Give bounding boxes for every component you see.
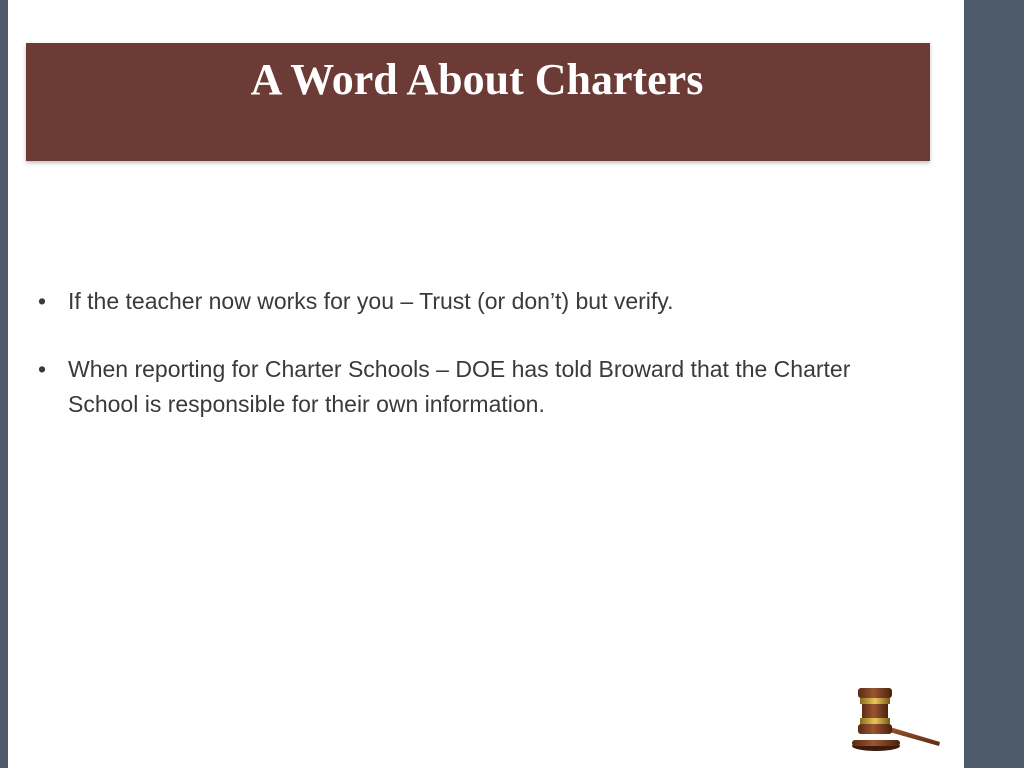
right-accent-bar <box>964 0 1024 768</box>
bullet-text: If the teacher now works for you – Trust (or don’t) but verify. <box>68 288 674 314</box>
bullet-item <box>32 352 912 422</box>
bullet-item <box>32 284 912 319</box>
bullet-marker: • <box>37 288 47 314</box>
bullet-text: When reporting for Charter Schools – DOE has told Broward that the Charter School is responsible for their own information. <box>68 356 851 417</box>
slide-title: A Word About Charters <box>250 55 704 104</box>
gavel-icon <box>846 684 946 754</box>
bullet-marker: • <box>37 356 47 382</box>
left-accent-bar <box>0 0 8 768</box>
bullet-list <box>32 284 912 455</box>
